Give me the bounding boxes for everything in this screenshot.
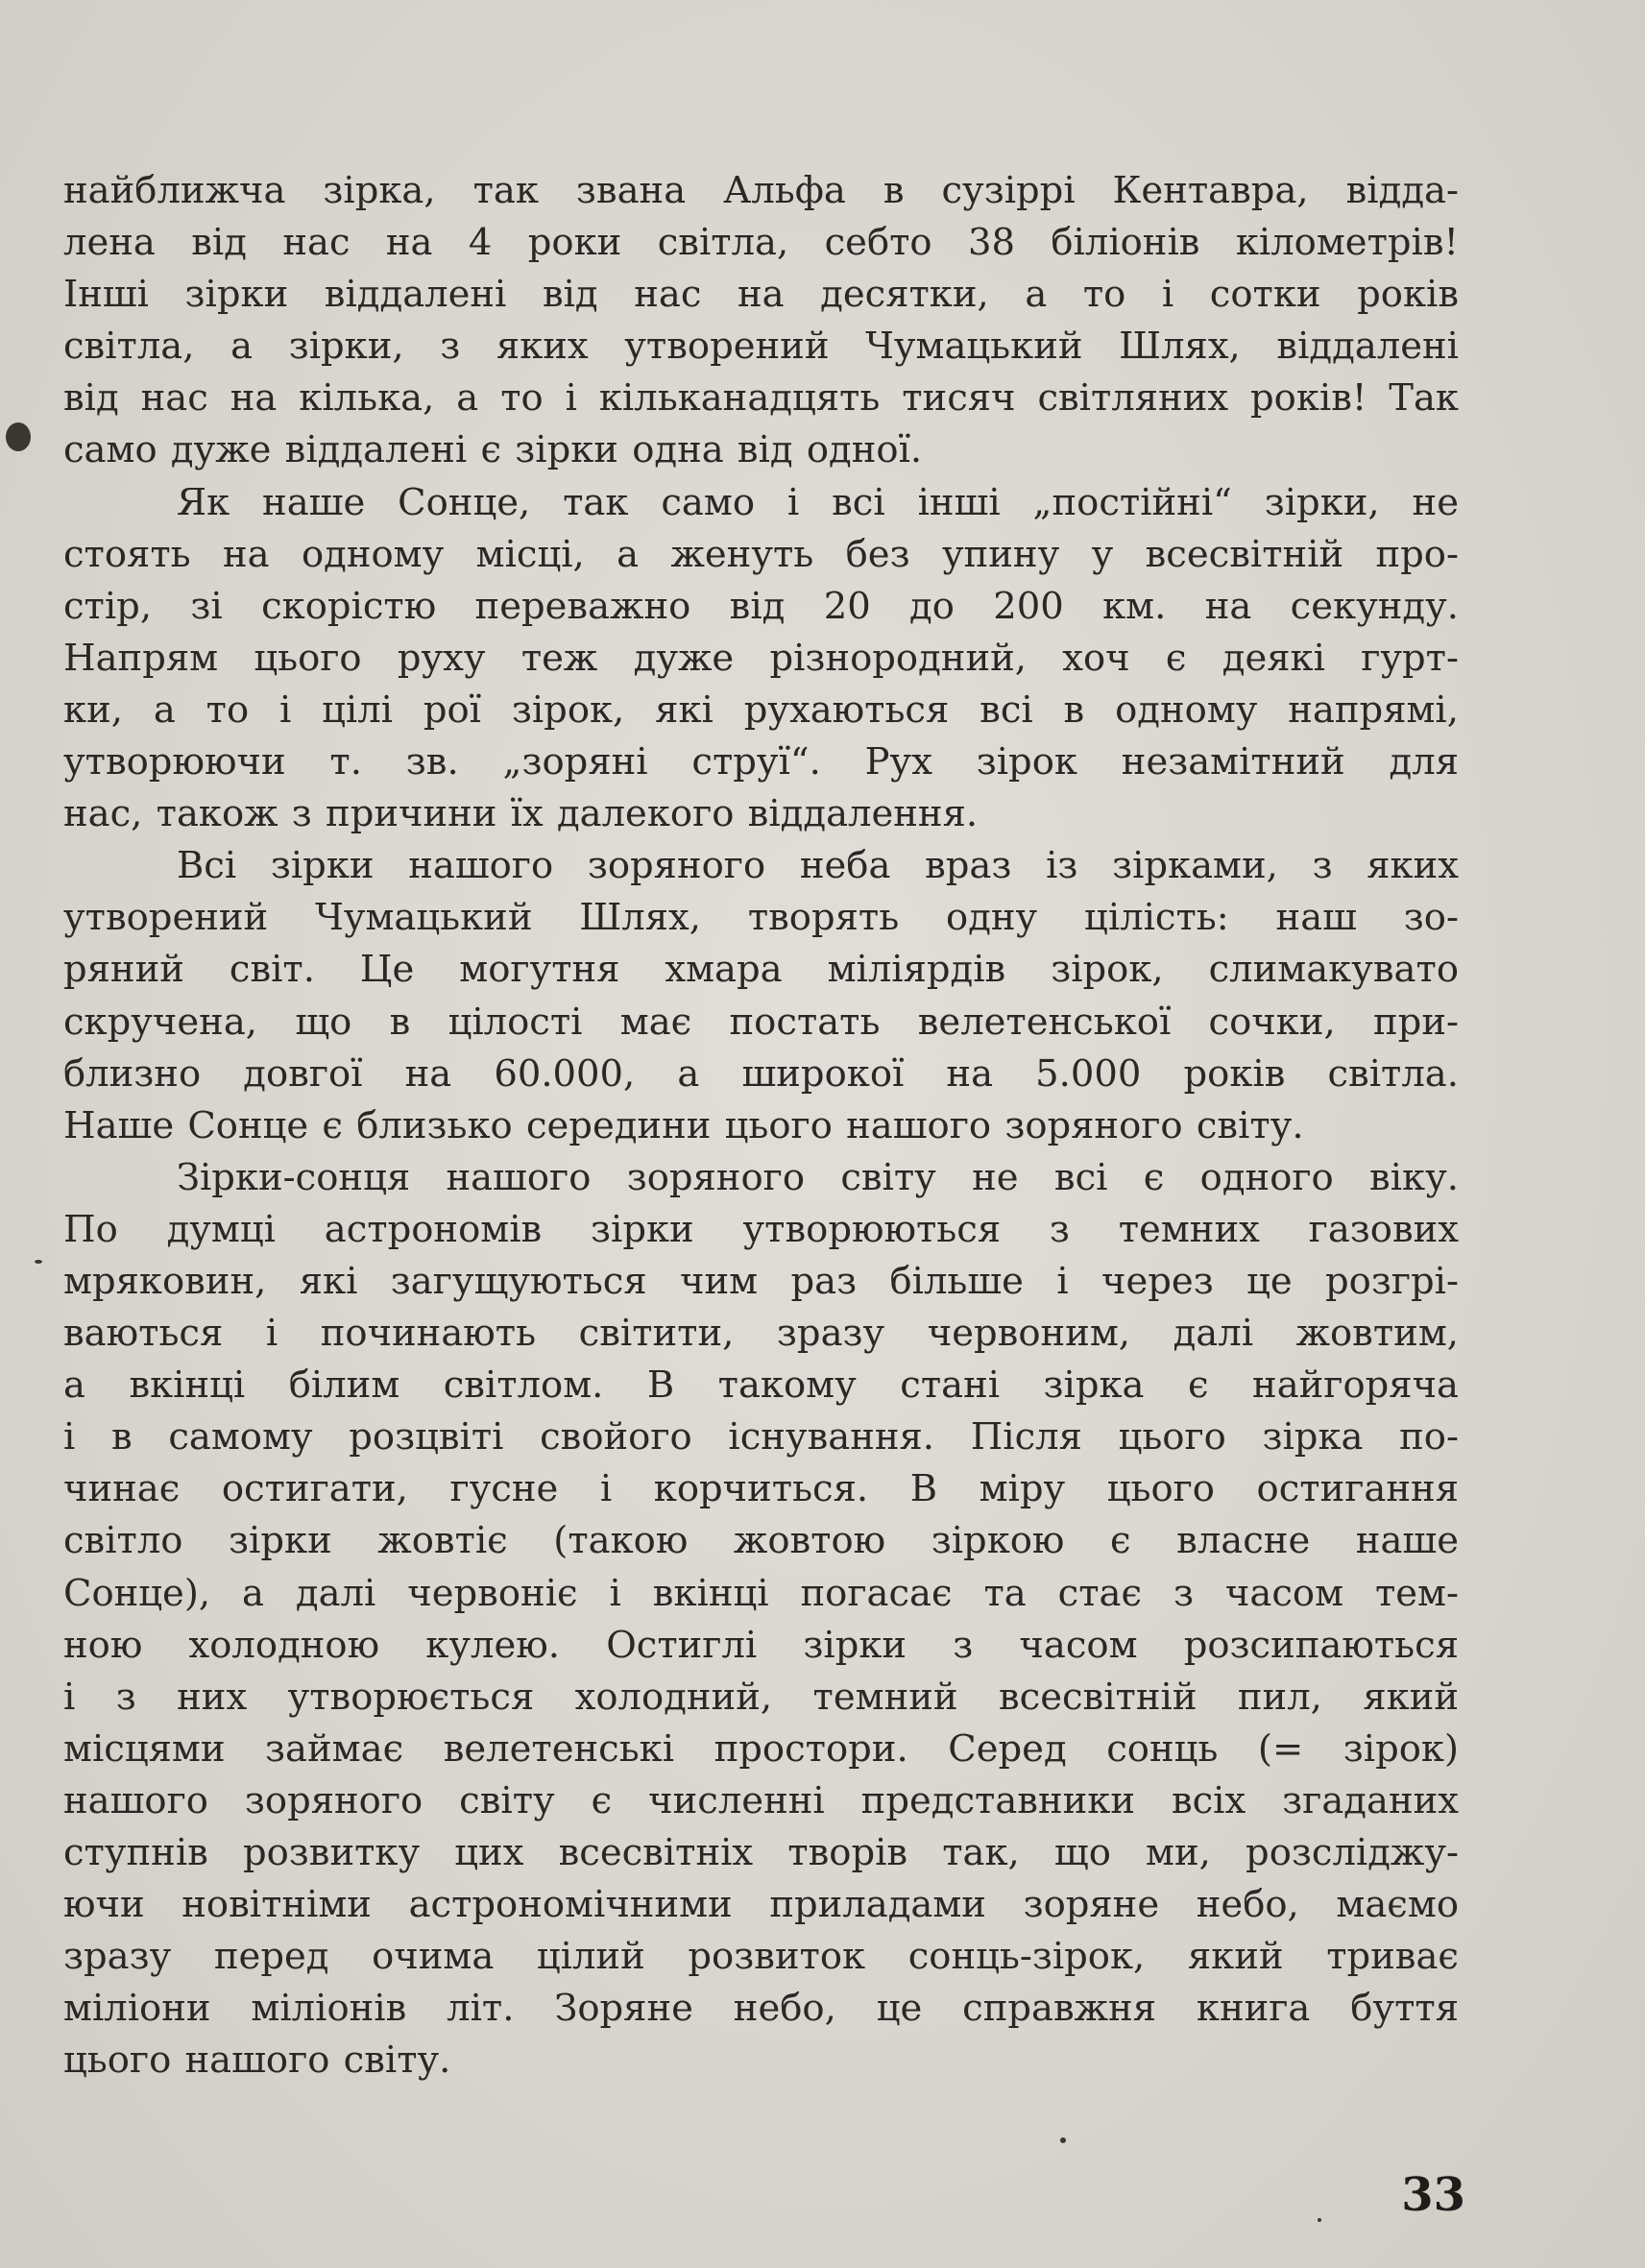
- text-line: Всі зірки нашого зоряного неба враз із зірками, з яких: [177, 844, 1459, 888]
- text-line: стоять на одному місці, а женуть без упину у всесвітній про-: [63, 532, 1459, 576]
- paragraph-star-evolution: [63, 1152, 1459, 2087]
- text-line: нашого зоряного світу є численні представники всіх згаданих: [63, 1778, 1459, 1822]
- text-line: Сонце), а далі червоніє і вкінці погасає та стає з часом тем-: [63, 1571, 1459, 1615]
- text-line: зразу перед очима цілий розвиток сонць-зірок, який триває: [63, 1935, 1459, 1979]
- text-line: Наше Сонце є близько середини цього нашого зоряного світу.: [63, 1103, 1304, 1147]
- text-line: Зірки-сонця нашого зоряного світу не всі є одного віку.: [177, 1155, 1459, 1199]
- text-line: цього нашого світу.: [63, 2039, 451, 2083]
- text-line: само дуже віддалені є зірки одна від одної.: [63, 428, 923, 472]
- text-line: скручена, що в цілості має постать велетенської сочки, при-: [63, 1000, 1459, 1044]
- text-line: ною холодною кулею. Остиглі зірки з часом розсипаються: [63, 1623, 1459, 1667]
- text-line: ряний світ. Це могутня хмара міліярдів зірок, слимакувато: [63, 948, 1459, 992]
- text-line: нас, також з причини їх далекого віддалення.: [63, 792, 979, 836]
- paragraph-alpha-centauri: [63, 165, 1459, 477]
- text-line: від нас на кілька, а то і кільканадцять тисяч світляних років! Так: [63, 376, 1459, 421]
- text-line: міліони міліонів літ. Зоряне небо, це справжня книга буття: [63, 1987, 1459, 2031]
- text-line: а вкінці білим світлом. В такому стані зірка є найгоряча: [63, 1363, 1459, 1408]
- text-line: утворений Чумацький Шлях, творять одну цілість: наш зо-: [63, 896, 1459, 940]
- text-line: ки, а то і цілі рої зірок, які рухаються всі в одному напрямі,: [63, 688, 1459, 732]
- ink-speck: [1060, 2137, 1066, 2143]
- text-line: По думці астрономів зірки утворюються з темних газових: [63, 1207, 1459, 1251]
- text-line: місцями займає велетенські простори. Серед сонць (= зірок): [63, 1726, 1459, 1771]
- ink-speck: [6, 422, 31, 451]
- text-line: чинає остигати, гусне і корчиться. В міру цього остигання: [63, 1467, 1459, 1511]
- text-line: близно довгої на 60.000, а широкої на 5.000 років світла.: [63, 1051, 1459, 1096]
- text-line: ступнів розвитку цих всесвітніх творів так, що ми, розсліджу-: [63, 1831, 1459, 1874]
- text-line: ваються і починають світити, зразу червоним, далі жовтим,: [63, 1312, 1459, 1356]
- paragraph-star-motion: [63, 477, 1459, 841]
- text-line: утворюючи т. зв. „зоряні струї“. Рух зірок незамітний для: [63, 740, 1459, 784]
- text-line: світла, а зірки, з яких утворений Чумацький Шлях, віддалені: [63, 325, 1459, 369]
- ink-speck: [35, 1260, 42, 1264]
- text-line: найближча зірка, так звана Альфа в сузіррі Кентавра, відда-: [63, 169, 1459, 212]
- page-number: 33: [1401, 2168, 1465, 2222]
- text-line: стір, зі скорістю переважно від 20 до 200 км. на секунду.: [63, 584, 1459, 628]
- text-line: Напрям цього руху теж дуже різнородний, хоч є деякі гурт-: [63, 636, 1459, 680]
- text-line: лена від нас на 4 роки світла, себто 38 біліонів кілометрів!: [63, 221, 1459, 265]
- text-line: ючи новітніми астрономічними приладами зоряне небо, маємо: [63, 1883, 1459, 1927]
- text-line: і з них утворюється холодний, темний всесвітній пил, який: [63, 1675, 1459, 1719]
- text-line: і в самому розцвіті свойого існування. Після цього зірка по-: [63, 1415, 1459, 1460]
- text-line: мряковин, які загущуються чим раз більше і через це розгрі-: [63, 1259, 1459, 1303]
- paragraph-star-world: [63, 840, 1459, 1152]
- body-text: [63, 165, 1459, 2087]
- text-line: Як наше Сонце, так само і всі інші „постійні“ зірки, не: [177, 480, 1459, 524]
- text-line: світло зірки жовтіє (такою жовтою зіркою є власне наше: [63, 1519, 1459, 1563]
- text-line: Інші зірки віддалені від нас на десятки, а то і сотки років: [63, 273, 1459, 317]
- ink-speck: [1318, 2218, 1321, 2222]
